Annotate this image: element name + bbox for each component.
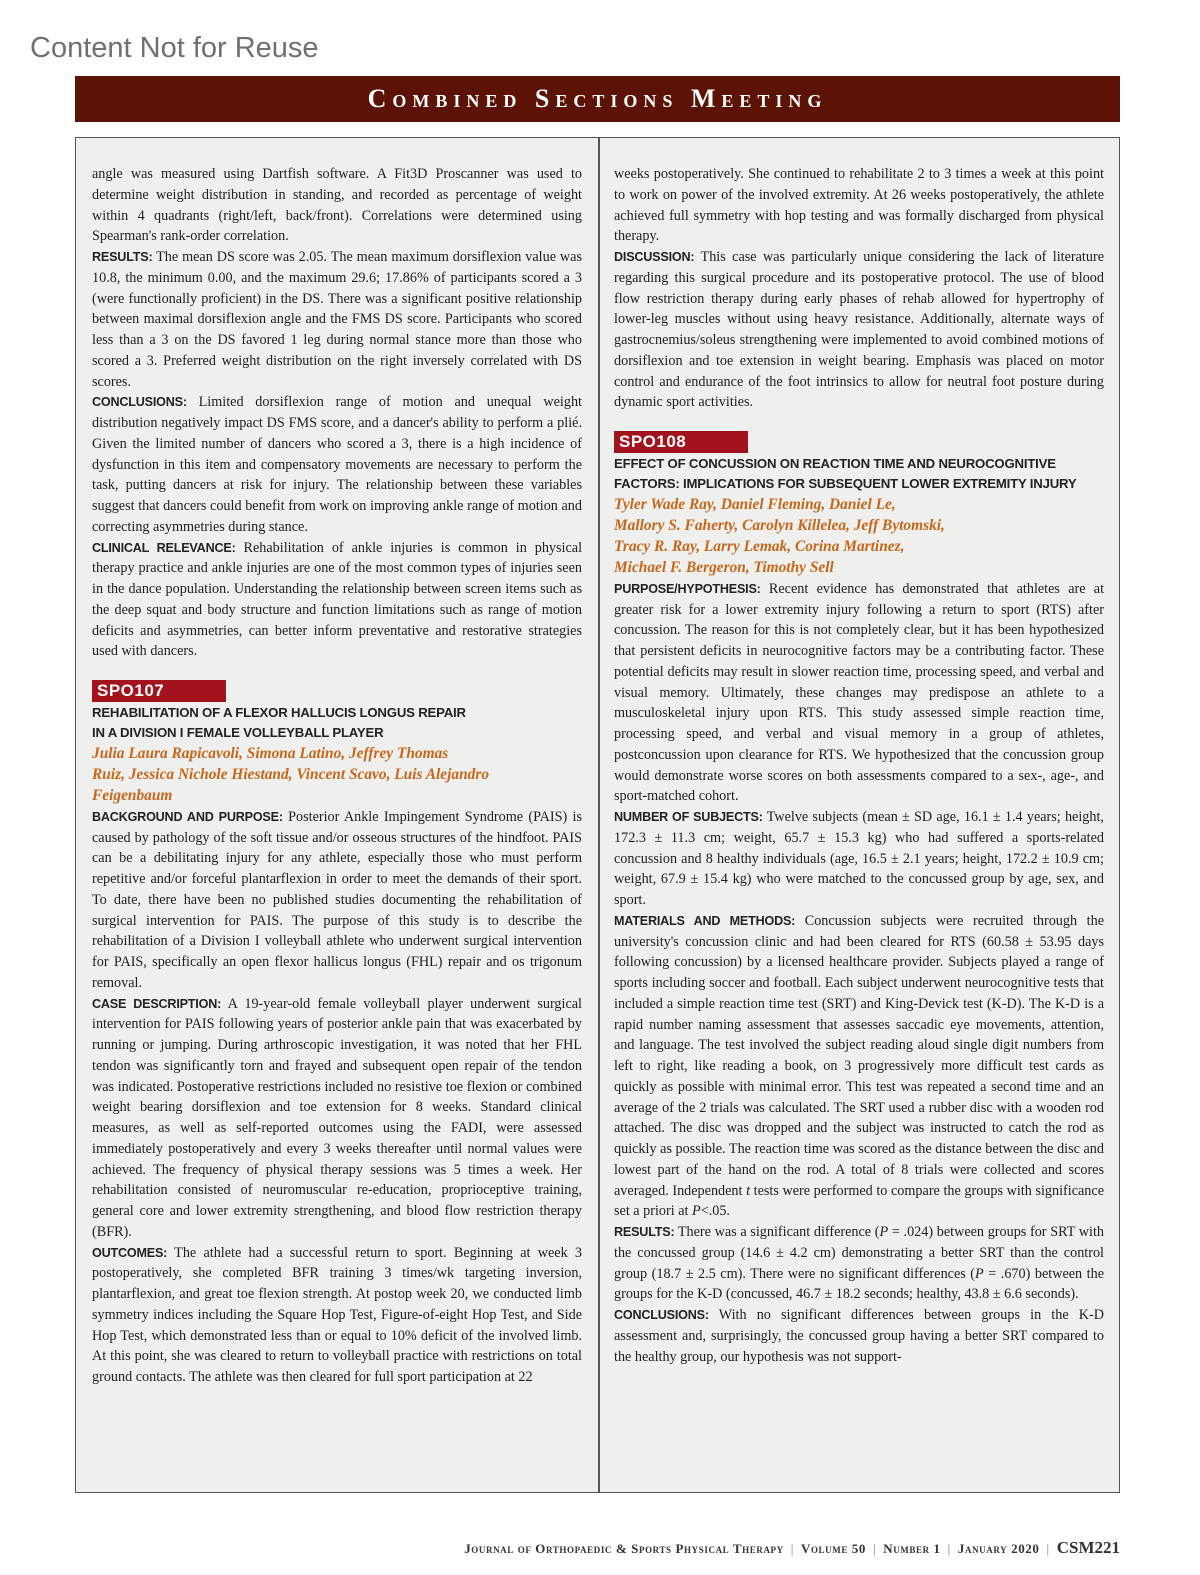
section-label: OUTCOMES:	[92, 1245, 168, 1260]
author-line: Michael F. Bergeron, Timothy Sell	[614, 558, 834, 576]
body-text: Limited dorsiflexion range of motion and unequal weight distribution negatively impact DS FMS score, and a dancer's ability to perform a plié. Given the limited number of dancers who scored a 3, there is a high incidence of dysfunction in this item and compensatory movements are necessary to perform the task, putting dancers at risk for injury. The relationship between these variables suggest that dancers could benefit from work on improving ankle range of motion and correcting asymmetries during stance.	[92, 394, 582, 535]
left-column	[92, 164, 582, 1388]
page-footer: Journal of Orthopaedic & Sports Physical Therapy | Volume 50 | Number 1 | January 2020 | CSM221	[464, 1538, 1120, 1557]
body-text: Rehabilitation of ankle injuries is common in physical therapy practice and ankle injuries are one of the most common types of injuries seen in the dance population. Understanding the relationship between screen items such as the deep squat and body structure and function limitations such as range of motion deficits and asymmetries, can better inform preventative and restorative strategies used with dancers.	[92, 539, 583, 660]
body-text: tests were performed to compare the groups with significance set a priori at	[614, 1182, 1104, 1220]
body-text: A 19-year-old female volleyball player underwent surgical intervention for PAIS following years of posterior ankle pain that was exacerbated by running or jumping. During arthroscopic investigation, it was noted that her FHL tendon was significantly torn and frayed and subsequent open repair of the tendon was indicated. Postoperative restrictions included no resistive toe flexion or combined weight bearing dorsiflexion and toe extension for 8 weeks. Standard clinical measures, as well as self-reported outcomes using the FADI, were assessed immediately postoperatively and every 3 weeks thereafter until normal values were achieved. The frequency of physical therapy sessions was 5 times a week. Her rehabilitation consisted of neuromuscular re-education, proprioceptive training, general core and lower extremity strengthening, and blood flow restriction therapy (BFR).	[92, 995, 583, 1240]
paragraph: angle was measured using Dartfish software. A Fit3D Proscanner was used to determine weight distribution in standing, and recorded as percentage of weight within 4 quadrants (right/left, back/front). Correlations were determined using Spearman's rank-order correlation.	[92, 166, 582, 245]
body-text: Recent evidence has demonstrated that athletes are at greater risk for a lower extremity injury following a return to sport (RTS) after concussion. The reason for this is not completely clear, but it has been hypothesized that persistent deficits in neurocognitive factors may be a contributing factor. These potential deficits may result in slower reaction time, processing speed, and verbal and visual memory. Ultimately, these changes may predispose an athlete to a musculoskeletal injury upon RTS. This study assessed simple reaction time, processing speed, and verbal and visual memory in a group of athletes, postconcussion upon clearance for RTS. We hypothesized that the concussion group would demonstrate worse scores on both assessments compared to a sex-, age-, and sport-matched cohort.	[614, 580, 1105, 805]
body-text: = .670) between the groups for the K-D (concussed, 46.7 ± 18.2 seconds; healthy, 43.8 ± 6.6 seconds).	[614, 1265, 1104, 1303]
outcomes-paragraph	[92, 1243, 582, 1388]
author-line: Feigenbaum	[92, 786, 173, 804]
purpose-paragraph	[614, 579, 1104, 807]
body-text: With no significant differences between groups in the K-D assessment and, surprisingly, the concussed group having a better SRT compared to the healthy group, our hypothesis was not support-	[614, 1307, 1104, 1365]
body-text: The mean DS score was 2.05. The mean maximum dorsiflexion value was 10.8, the minimum 0.00, and the maximum 29.6; 17.86% of participants scored a 3 (were functionally proficient) in the DS. There was a significant positive relationship between maximal dorsiflexion angle and the FMS DS score. Participants who scored less than a 3 on the DS favored 1 leg during normal stance more than those who scored a 3. Preferred weight distribution on the right inversely correlated with DS scores.	[92, 249, 582, 390]
section-label: MATERIALS AND METHODS:	[614, 913, 796, 928]
author-list	[92, 744, 582, 807]
watermark: Content Not for Reuse	[30, 32, 319, 64]
clinical-relevance-paragraph	[92, 538, 582, 663]
page-number: CSM221	[1056, 1538, 1120, 1557]
author-line: Ruiz, Jessica Nichole Hiestand, Vincent Scavo, Luis Alejandro	[92, 766, 490, 784]
section-label: CASE DESCRIPTION:	[92, 996, 222, 1011]
section-label: CONCLUSIONS:	[92, 395, 187, 410]
section-label: DISCUSSION:	[614, 250, 695, 264]
italic-symbol: P	[879, 1224, 889, 1241]
results-paragraph	[614, 1222, 1104, 1305]
column-divider	[598, 138, 600, 1492]
title-line: FACTORS: IMPLICATIONS FOR SUBSEQUENT LOWER EXTREMITY INJURY	[614, 476, 1077, 492]
volume: Volume 50	[800, 1541, 867, 1556]
section-label: PURPOSE/HYPOTHESIS:	[614, 581, 761, 596]
abstract-title	[614, 454, 1104, 495]
case-description-paragraph	[92, 994, 582, 1243]
author-line: Julia Laura Rapicavoli, Simona Latino, Jeffrey Thomas	[92, 745, 449, 763]
author-line: Mallory S. Faherty, Carolyn Killelea, Jeff Bytomski,	[614, 517, 945, 535]
abstract-title	[92, 703, 582, 744]
body-text: = .024) between groups for SRT with the concussed group (14.6 ± 4.2 cm) demonstrating a better SRT than the control group (18.7 ± 2.5 cm). There were no significant differences (	[614, 1224, 1104, 1282]
section-label: RESULTS:	[614, 1225, 675, 1240]
section-label: RESULTS:	[92, 250, 153, 264]
body-text: <.05.	[700, 1203, 730, 1220]
body-text: Twelve subjects (mean ± SD age, 16.1 ± 1.4 years; height, 172.3 ± 11.3 cm; weight, 65.7 ± 15.3 kg) who had suffered a sports-related concussion and 8 healthy individuals (age, 16.5 ± 2.1 years; height, 172.2 ± 10.9 cm; weight, 67.9 ± 15.4 kg) who were matched to the concussed group by age, sex, and sport.	[614, 809, 1104, 909]
banner-title: Combined Sections Meeting	[367, 84, 828, 113]
section-label: CONCLUSIONS:	[614, 1308, 709, 1323]
content-frame	[75, 137, 1120, 1493]
section-label: NUMBER OF SUBJECTS:	[614, 810, 763, 825]
body-text: There was a significant difference (	[677, 1224, 880, 1241]
section-label: BACKGROUND AND PURPOSE:	[92, 809, 283, 824]
italic-symbol: P	[975, 1265, 984, 1282]
journal-name: Journal of Orthopaedic & Sports Physical Therapy	[464, 1541, 784, 1556]
results-paragraph	[92, 247, 582, 392]
author-line: Tracy R. Ray, Larry Lemak, Corina Martinez,	[614, 537, 905, 555]
issue-date: January 2020	[957, 1541, 1040, 1556]
abstract-id-badge: SPO108	[614, 431, 748, 453]
author-list	[614, 495, 1104, 579]
body-text: This case was particularly unique considering the lack of literature regarding this surgical procedure and its postoperative protocol. The use of blood flow restriction therapy during early phases of rehab allowed for hypertrophy of lower-leg muscles without using heavy resistance. Additionally, alternate ways of gastrocnemius/soleus strengthening were implemented to avoid combined motions of dorsiflexion and toe extension in weight bearing. Emphasis was placed on motor control and endurance of the foot intrinsics to allow for neutral foot posture during dynamic sport activities.	[614, 249, 1104, 411]
background-paragraph	[92, 807, 582, 994]
conclusions-paragraph	[92, 392, 582, 537]
body-text: Posterior Ankle Impingement Syndrome (PAIS) is caused by pathology of the soft tissue and/or osseous structures of the hindfoot. PAIS can be a debilitating injury for any athlete, especially those who must perform repetitive and/or forceful plantarflexion in order to meet the demands of their sport. To date, there have been no published studies documenting the rehabilitation of surgical intervention for PAIS. The purpose of this study is to describe the rehabilitation of a Division I volleyball athlete who underwent surgical intervention for PAIS, specifically an open flexor hallicus longus (FHL) repair and os trigonum removal.	[92, 808, 582, 991]
right-column	[614, 164, 1104, 1367]
section-banner	[75, 76, 1120, 122]
title-line: EFFECT OF CONCUSSION ON REACTION TIME AND NEUROCOGNITIVE	[614, 455, 1056, 471]
subjects-paragraph	[614, 807, 1104, 911]
body-text: The athlete had a successful return to sport. Beginning at week 3 postoperatively, she completed BFR training 3 times/wk targeting inversion, plantarflexion, and great toe flexion strength. At postop week 20, we conducted limb symmetry indices including the Square Hop Test, Figure-of-eight Hop Test, and Side Hop Test, which demonstrated less than or equal to 10% deficit of the involved limb. At this point, she was cleared to return to volleyball practice with restrictions on total ground contacts. The athlete was then cleared for full sport participation at 22	[92, 1244, 583, 1386]
body-text: Concussion subjects were recruited through the university's concussion clinic and had been cleared for RTS (60.58 ± 53.95 days following concussion) by a licensed healthcare provider. Subjects played a range of sports including soccer and football. Each subject underwent neurocognitive tests that included a simple reaction time test (SRT) and King-Devick test (K-D). The K-D is a rapid number naming assessment that assesses saccadic eye movements, attention, and language. The test involved the subject reading aloud single digit numbers from left to right, like reading a book, on 3 progressively more difficult test cards as quickly as possible with minimal error. This test was repeated a second time and an average of the 2 trials was calculated. The SRT used a rubber disc with a wooden rod attached. The disc was dropped and the subject was instructed to catch the rod as quickly as possible. The reaction time was scored as the distance between the disc and lowest part of the hand on the rod. A total of 8 trials were collected and scores averaged. Independent	[614, 912, 1104, 1199]
title-line: IN A DIVISION I FEMALE VOLLEYBALL PLAYER	[92, 725, 384, 741]
title-line: REHABILITATION OF A FLEXOR HALLUCIS LONGUS REPAIR	[92, 704, 466, 720]
discussion-paragraph	[614, 247, 1104, 413]
section-label: CLINICAL RELEVANCE:	[92, 540, 236, 555]
abstract-id-badge: SPO107	[92, 680, 226, 702]
author-line: Tyler Wade Ray, Daniel Fleming, Daniel Le,	[614, 496, 896, 514]
italic-symbol: t	[746, 1182, 751, 1199]
paragraph: weeks postoperatively. She continued to rehabilitate 2 to 3 times a week at this point to work on power of the involved extremity. At 26 weeks postoperatively, the athlete achieved full symmetry with hop testing and was formally discharged from physical therapy.	[614, 166, 1104, 245]
conclusions-paragraph	[614, 1305, 1104, 1367]
italic-symbol: P	[692, 1203, 701, 1220]
issue-number: Number 1	[883, 1541, 941, 1556]
methods-paragraph	[614, 911, 1104, 1222]
